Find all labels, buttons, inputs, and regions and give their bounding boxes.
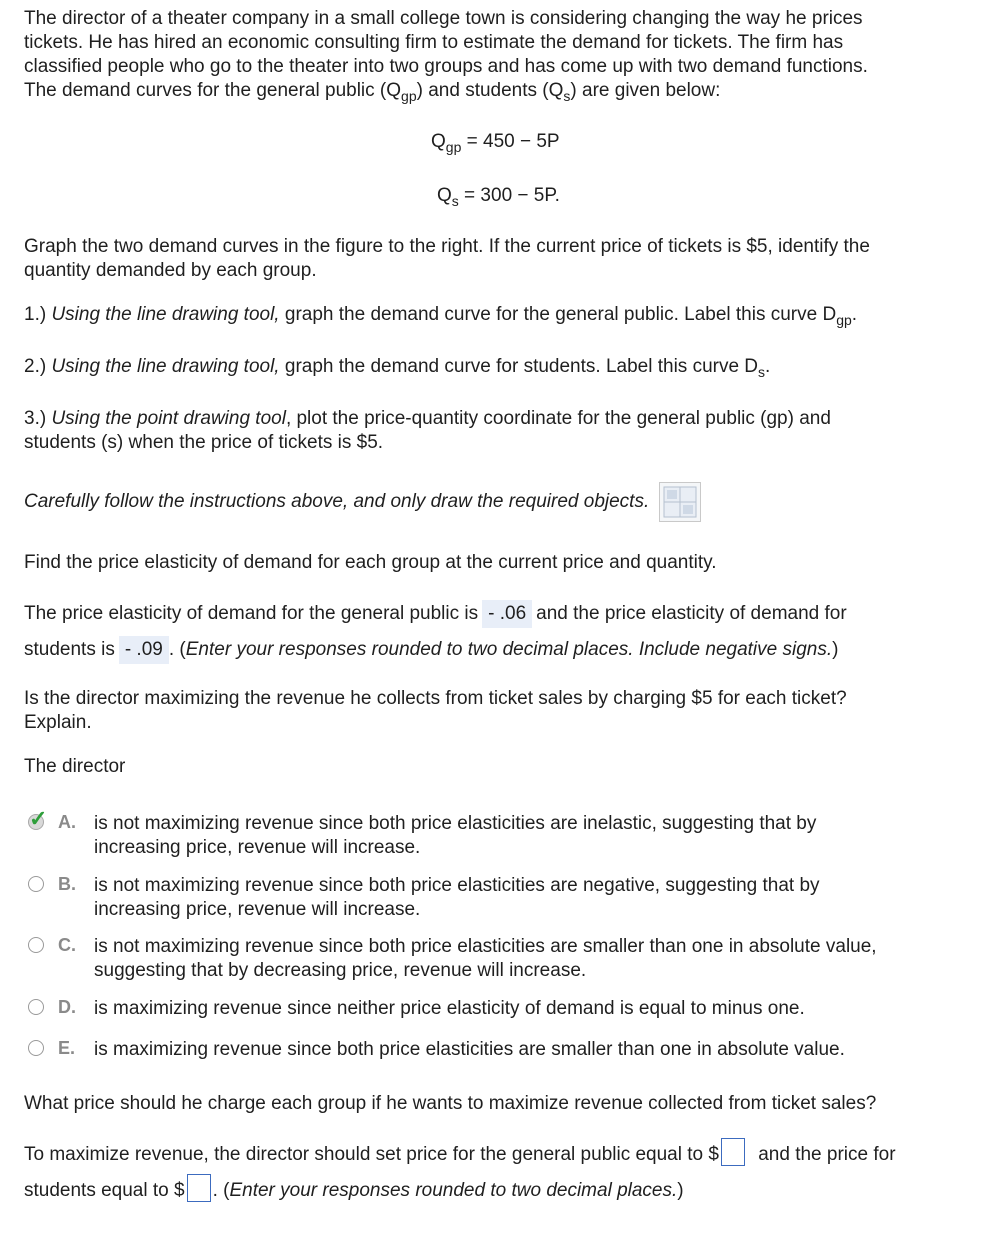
option-d[interactable]: D. is maximizing revenue since neither price elasticity of demand is equal to minus one. bbox=[24, 997, 970, 1021]
careful-note: Carefully follow the instructions above, and only draw the required objects. bbox=[24, 482, 970, 522]
step-2: 2.) Using the line drawing tool, graph the demand curve for students. Label this curve $D_s$. bbox=[24, 356, 771, 380]
elasticity-question: Find the price elasticity of demand for each group at the current price and quantity. bbox=[24, 552, 717, 573]
graph-instruction: Graph the two demand curves in the figure to the right. If the current price of tickets is $5, identify the quantity demanded by each group. bbox=[24, 236, 870, 281]
pricing-question: What price should he charge each group if he wants to maximize revenue collected from ticket sales? bbox=[24, 1093, 877, 1114]
checkmark-icon: ✓ bbox=[29, 806, 48, 831]
radio-e[interactable] bbox=[28, 1040, 44, 1056]
graph-tool-icon[interactable] bbox=[659, 482, 701, 522]
radio-c[interactable] bbox=[28, 937, 44, 953]
option-e[interactable]: E. is maximizing revenue since both price elasticities are smaller than one in absolute value. bbox=[24, 1038, 970, 1062]
equation-students: $Q_s = 300 - 5P$. bbox=[437, 185, 560, 209]
gp-elasticity-answer[interactable]: - .06 bbox=[482, 600, 532, 628]
revenue-question: Is the director maximizing the revenue he collects from ticket sales by charging $5 for each ticket? Explain. bbox=[24, 688, 847, 733]
option-c[interactable]: C. is not maximizing revenue since both price elasticities are smaller than one in absolute value, suggesting that by decreasing price, revenue will increase. bbox=[24, 935, 970, 983]
student-price-input[interactable] bbox=[187, 1174, 211, 1202]
radio-d[interactable] bbox=[28, 999, 44, 1015]
step-1: 1.) Using the line drawing tool, graph the demand curve for the general public. Label this curve $D_{gp}$. bbox=[24, 304, 858, 328]
radio-b[interactable] bbox=[28, 876, 44, 892]
intro-paragraph: The director of a theater company in a small college town is considering changing the way he prices tickets. He has hired an economic consulting firm to estimate the demand for tickets. The firm has classified people who go to the theater into two groups and has come up with two demand functions. The demand curves for the general public $(Q_{gp})$ and students $(Q_s)$ are given below: bbox=[24, 8, 868, 104]
s-elasticity-answer[interactable]: - .09 bbox=[119, 636, 169, 664]
elasticity-gp-line: The price elasticity of demand for the general public is - .06 and the price elasticity of demand for bbox=[24, 598, 970, 630]
revenue-stem: The director bbox=[24, 756, 126, 777]
step-3: 3.) Using the point drawing tool, plot the price-quantity coordinate for the general public (gp) and students (s) when the price of tickets is $5. bbox=[24, 408, 831, 453]
elasticity-s-line: students is - .09 . (Enter your responses rounded to two decimal places. Include negative signs.) bbox=[24, 634, 970, 666]
gp-price-input[interactable] bbox=[721, 1138, 745, 1166]
equation-general-public: $Q_{gp} = 450 - 5P$ bbox=[431, 131, 560, 155]
pricing-answer-line-2: students equal to $ . (Enter your responses rounded to two decimal places.) bbox=[24, 1174, 970, 1207]
pricing-answer-line-1: To maximize revenue, the director should set price for the general public equal to $ and the price for bbox=[24, 1138, 970, 1171]
option-a[interactable]: ✓ A. is not maximizing revenue since both price elasticities are inelastic, suggesting that by increasing price, revenue will increase. bbox=[29, 806, 817, 858]
option-b[interactable]: B. is not maximizing revenue since both price elasticities are negative, suggesting that by increasing price, revenue will increase. bbox=[24, 874, 970, 922]
